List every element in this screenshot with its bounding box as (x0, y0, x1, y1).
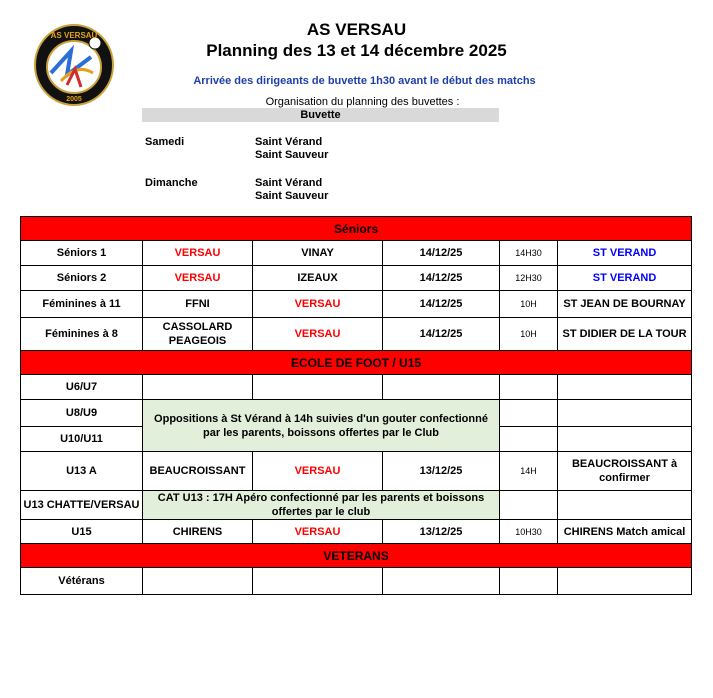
organisation-label: Organisation du planning des buvettes : (265, 96, 460, 108)
buvette-cell: ST VERAND (558, 266, 692, 291)
table-row (21, 491, 692, 520)
team-cell: U6/U7 (21, 375, 143, 400)
section-row (21, 544, 692, 568)
empty-cell (500, 491, 558, 520)
table-row (21, 452, 692, 491)
section-seniors: Séniors (21, 217, 692, 241)
date-cell: 13/12/25 (383, 452, 500, 491)
section-ecole: ECOLE DE FOOT / U15 (21, 351, 692, 375)
time-cell: 12H30 (500, 266, 558, 291)
time-cell: 10H (500, 291, 558, 318)
empty-cell (558, 400, 692, 427)
team-cell: U15 (21, 520, 143, 544)
date-cell: 14/12/25 (383, 241, 500, 266)
planning-table (20, 216, 692, 595)
sunday-volunteers (255, 177, 328, 203)
empty-cell (143, 568, 253, 595)
away-cell: VERSAU (253, 291, 383, 318)
svg-text:2005: 2005 (66, 96, 82, 103)
buvette-cell: BEAUCROISSANT à confirmer (558, 452, 692, 491)
buvette-cell: ST JEAN DE BOURNAY (558, 291, 692, 318)
table-row (21, 266, 692, 291)
empty-cell (383, 568, 500, 595)
table-row (21, 241, 692, 266)
away-cell: IZEAUX (253, 266, 383, 291)
empty-cell (558, 568, 692, 595)
team-cell: Séniors 2 (21, 266, 143, 291)
arrival-note: Arrivée des dirigeants de buvette 1h30 avant le début des matchs (193, 75, 536, 87)
svg-text:AS VERSAU: AS VERSAU (50, 31, 98, 40)
team-cell: Féminines à 11 (21, 291, 143, 318)
empty-cell (558, 375, 692, 400)
date-cell: 14/12/25 (383, 266, 500, 291)
empty-cell (383, 375, 500, 400)
home-cell (143, 318, 253, 351)
date-cell: 14/12/25 (383, 318, 500, 351)
table-row (21, 291, 692, 318)
empty-cell (500, 568, 558, 595)
home-cell: FFNI (143, 291, 253, 318)
saturday-volunteers (255, 136, 328, 162)
club-title: AS VERSAU (306, 20, 407, 39)
home-cell: VERSAU (143, 266, 253, 291)
empty-cell (500, 427, 558, 452)
team-cell: U13 A (21, 452, 143, 491)
empty-cell (558, 427, 692, 452)
planning-title: Planning des 13 et 14 décembre 2025 (206, 41, 507, 60)
team-cell: Féminines à 8 (21, 318, 143, 351)
time-cell: 10H30 (500, 520, 558, 544)
empty-cell (253, 568, 383, 595)
section-veterans: VETERANS (21, 544, 692, 568)
away-cell: VERSAU (253, 318, 383, 351)
home-cell: BEAUCROISSANT (143, 452, 253, 491)
away-cell: VINAY (253, 241, 383, 266)
time-cell: 10H (500, 318, 558, 351)
saturday-label: Samedi (145, 136, 185, 148)
team-cell: U10/U11 (21, 427, 143, 452)
buvette-cell: ST DIDIER DE LA TOUR (558, 318, 692, 351)
saturday-line-2: Saint Sauveur (255, 149, 329, 161)
away-cell: VERSAU (253, 520, 383, 544)
date-cell: 14/12/25 (383, 291, 500, 318)
buvette-cell: ST VERAND (558, 241, 692, 266)
buvette-header: Buvette (142, 108, 499, 122)
team-cell: Séniors 1 (21, 241, 143, 266)
team-cell: U8/U9 (21, 400, 143, 427)
empty-cell (500, 400, 558, 427)
table-row (21, 375, 692, 400)
away-cell: VERSAU (253, 452, 383, 491)
time-cell: 14H30 (500, 241, 558, 266)
empty-cell (143, 375, 253, 400)
home-cell: CHIRENS (143, 520, 253, 544)
table-row (21, 520, 692, 544)
ecole-note-cell: Oppositions à St Vérand à 14h suivies d'un gouter confectionné par les parents, boissons offertes par le Club (143, 400, 500, 452)
table-row (21, 568, 692, 595)
empty-cell (253, 375, 383, 400)
section-row (21, 351, 692, 375)
home-line-1: CASSOLARD (162, 321, 233, 333)
team-cell: Vétérans (21, 568, 143, 595)
section-row (21, 217, 692, 241)
time-cell: 14H (500, 452, 558, 491)
home-cell: VERSAU (143, 241, 253, 266)
empty-cell (558, 491, 692, 520)
sunday-line-1: Saint Vérand (255, 177, 323, 189)
u13-note-cell: CAT U13 : 17H Apéro confectionné par les parents et boissons offertes par le club (143, 491, 500, 520)
sunday-label: Dimanche (145, 177, 198, 189)
sunday-line-2: Saint Sauveur (255, 190, 329, 202)
date-cell: 13/12/25 (383, 520, 500, 544)
table-row (21, 318, 692, 351)
empty-cell (500, 375, 558, 400)
home-line-2: PEAGEOIS (168, 335, 227, 347)
buvette-cell: CHIRENS Match amical (558, 520, 692, 544)
table-row (21, 400, 692, 427)
saturday-line-1: Saint Vérand (255, 136, 323, 148)
team-cell: U13 CHATTE/VERSAU (21, 491, 143, 520)
